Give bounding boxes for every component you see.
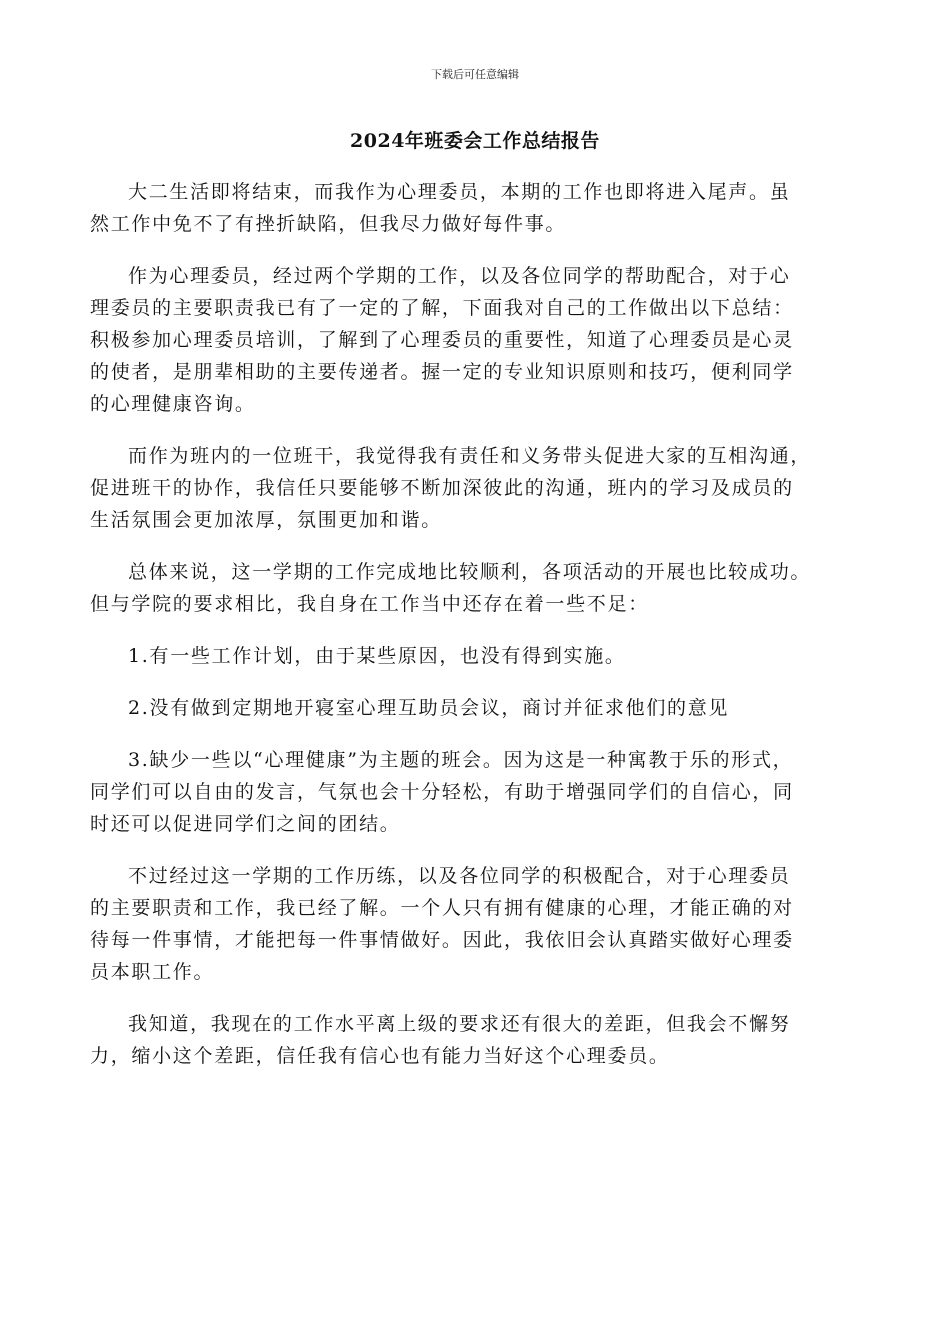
paragraph-line: 同学们可以自由的发言，气氛也会十分轻松，有助于增强同学们的自信心，同 (90, 781, 794, 803)
paragraph (90, 692, 862, 724)
paragraph (90, 260, 862, 420)
paragraph-line: 2.没有做到定期地开寝室心理互助员会议，商讨并征求他们的意见 (128, 697, 730, 719)
paragraph-line: 的心理健康咨询。 (90, 393, 256, 415)
paragraph-line: 大二生活即将结束，而我作为心理委员，本期的工作也即将进入尾声。虽 (128, 181, 791, 203)
paragraph (90, 860, 862, 988)
paragraph-line: 的主要职责和工作，我已经了解。一个人只有拥有健康的心理，才能正确的对 (90, 897, 794, 919)
paragraph-line: 积极参加心理委员培训，了解到了心理委员的重要性，知道了心理委员是心灵 (90, 329, 794, 351)
paragraph-line: 3.缺少一些以“心理健康”为主题的班会。因为这是一种寓教于乐的形式， (128, 749, 794, 771)
document-title: 2024年班委会工作总结报告 (350, 130, 600, 152)
paragraph-line: 总体来说，这一学期的工作完成地比较顺利，各项活动的开展也比较成功。 (128, 561, 812, 583)
paragraph-line: 时还可以促进同学们之间的团结。 (90, 813, 401, 835)
paragraph-line: 作为心理委员，经过两个学期的工作，以及各位同学的帮助配合，对于心 (128, 265, 791, 287)
paragraph-line: 待每一件事情，才能把每一件事情做好。因此，我依旧会认真踏实做好心理委 (90, 929, 794, 951)
paragraph (90, 640, 862, 672)
header-note: 下载后可任意编辑 (431, 68, 519, 81)
paragraph-line: 促进班干的协作，我信任只要能够不断加深彼此的沟通，班内的学习及成员的 (90, 477, 794, 499)
paragraph (90, 744, 862, 840)
paragraph-line: 但与学院的要求相比，我自身在工作当中还存在着一些不足： (90, 593, 649, 615)
paragraph (90, 440, 862, 536)
paragraph-line: 力，缩小这个差距，信任我有信心也有能力当好这个心理委员。 (90, 1045, 670, 1067)
paragraph-line: 1.有一些工作计划，由于某些原因，也没有得到实施。 (128, 645, 626, 667)
paragraph-line: 然工作中免不了有挫折缺陷，但我尽力做好每件事。 (90, 213, 567, 235)
paragraph-line: 的使者，是朋辈相助的主要传递者。握一定的专业知识原则和技巧，便利同学 (90, 361, 794, 383)
paragraph (90, 176, 862, 240)
paragraph-line: 理委员的主要职责我已有了一定的了解，下面我对自己的工作做出以下总结： (90, 297, 794, 319)
paragraph (90, 1008, 862, 1072)
document-body (90, 176, 862, 1092)
paragraph-line: 不过经过这一学期的工作历练，以及各位同学的积极配合，对于心理委员 (128, 865, 791, 887)
paragraph (90, 556, 862, 620)
paragraph-line: 员本职工作。 (90, 961, 215, 983)
paragraph-line: 而作为班内的一位班干，我觉得我有责任和义务带头促进大家的互相沟通， (128, 445, 812, 467)
paragraph-line: 生活氛围会更加浓厚，氛围更加和谐。 (90, 509, 442, 531)
paragraph-line: 我知道，我现在的工作水平离上级的要求还有很大的差距，但我会不懈努 (128, 1013, 791, 1035)
